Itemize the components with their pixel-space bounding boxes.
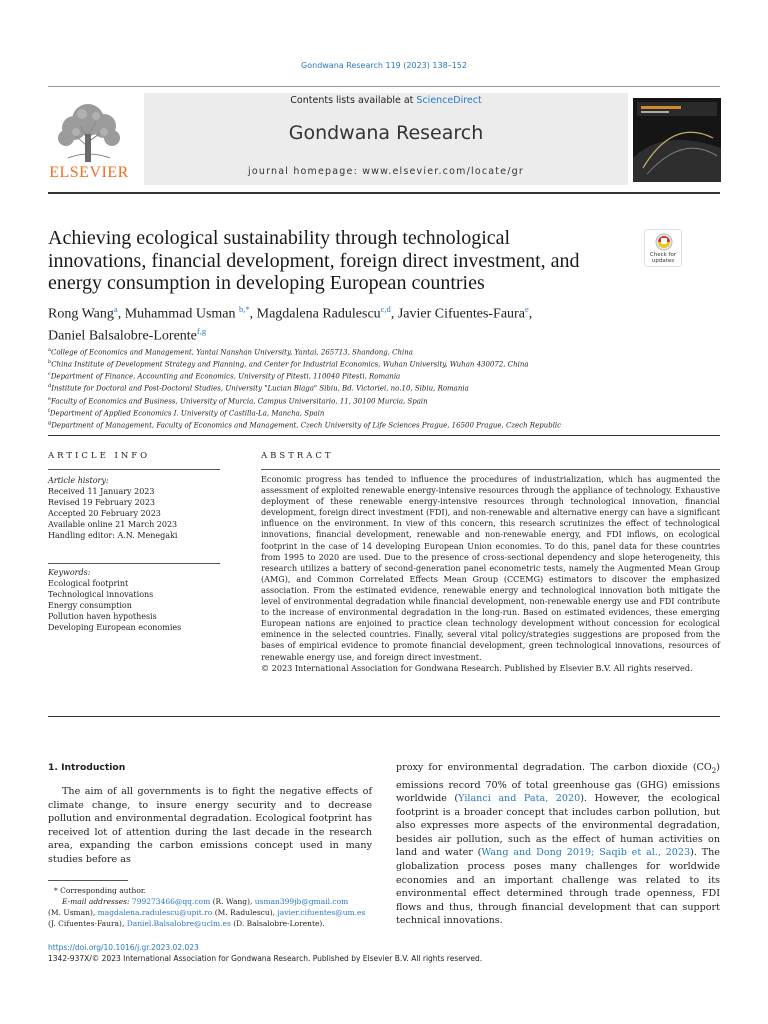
- email-link[interactable]: magdalena.radulescu@upit.ro: [97, 908, 213, 917]
- divider: [48, 469, 220, 470]
- abstract-heading: ABSTRACT: [261, 451, 334, 461]
- abstract-copyright: © 2023 International Association for Gondwana Research. Published by Elsevier B.V. All rights reserved.: [261, 662, 693, 673]
- email-link[interactable]: usman399jb@gmail.com: [254, 897, 349, 906]
- author-name[interactable]: Daniel Balsalobre-Lorente: [48, 328, 197, 344]
- intro-text: ) emissions record 70% of total greenhouse gas (GHG) emissions worldwide (: [396, 762, 720, 805]
- affiliation: [48, 358, 728, 370]
- affiliation: [48, 382, 728, 394]
- affiliation-sup: e: [48, 395, 51, 402]
- keyword: Developing European economies: [48, 623, 182, 632]
- email-owner: (J. Cifuentes-Faura),: [48, 919, 125, 928]
- history-item: Revised 19 February 2023: [48, 498, 156, 507]
- author-sup[interactable]: a: [113, 304, 118, 314]
- history-item: Handling editor: A.N. Menegaki: [48, 531, 178, 540]
- email-link[interactable]: Daniel.Balsalobre@uclm.es: [126, 919, 231, 928]
- issn-copyright: 1342-937X/© 2023 International Association for Gondwana Research. Published by Elsevier B.V. All rights reserved.: [48, 954, 483, 963]
- journal-reference[interactable]: Gondwana Research 119 (2023) 138–152: [301, 61, 467, 70]
- divider: [48, 192, 720, 194]
- author-name[interactable]: Muhammad Usman: [124, 306, 236, 322]
- intro-paragraph-left: The aim of all governments is to fight the negative effects of climate change, to insure energy security and to decrease pollution and environmental degradation. Ecological footprint has received lot of attention during the last decade in the research area, expanding the carbon emissions concept used in many studies before as: [48, 786, 372, 865]
- abstract-text: Economic progress has tended to influence the procedures of industrialization, which has augmented the assessment of exploited renewable energy-intensive resources through the appliance of technology. Exhaustive deployment of these renewable energy-intensive resources through technological innovation, financial development, foreign direct investment (FDI), and non-renewable and alternative energy can have a significant influence on the environment. In view of this concern, this research scrutinizes the effect of technological innovations, financial development, renewable and non-renewable energy, and FDI inflows, on ecological footprint in the case of 14 developing European Union economies. To do this, panel data for these countries from 1995 to 2020 are used. Due to the presence of cross-sectional dependency and slope heterogeneity, this research utilizes a battery of second-generation panel econometric tests, namely the Augmented Mean Group (AMG), and Common Correlated Effects Mean Group (CCEMG) estimators to discover the emphasized association. From the estimated evidence, renewable energy and technological innovation both mitigate the level of environmental degradation while financial development, non-renewable energy use and FDI contribute to the increase of environmental degradation in the long-run. Based on estimated evidences, these emerging European nations are enjoined to practice clean technology development without concession for ecological eminence in the selected countries. Finally, several vital policy/strategies suggestions are proposed from the bases of empirical evidence to promote financial development, green technological innovations, resources of renewable energy use, and foreign direct investment.: [261, 474, 720, 662]
- email-owner: (R. Wang),: [212, 897, 253, 906]
- keyword: Pollution haven hypothesis: [48, 612, 157, 621]
- history-item: Accepted 20 February 2023: [48, 509, 161, 518]
- affiliation-text: Department of Management, Faculty of Economics and Management, Czech University of Life Sciences Prague, 16500 Prague, Czech Republic: [51, 421, 562, 430]
- email-owner: (D. Balsalobre-Lorente).: [233, 919, 325, 928]
- divider: [48, 435, 720, 436]
- affiliation-sup: d: [48, 383, 52, 390]
- keywords-label: Keywords:: [48, 568, 91, 577]
- journal-homepage[interactable]: journal homepage: www.elsevier.com/locate/gr: [248, 166, 524, 177]
- keyword: Ecological footprint: [48, 579, 129, 588]
- author-sup[interactable]: b,*: [239, 304, 250, 314]
- divider: [48, 716, 720, 717]
- elsevier-wordmark: ELSEVIER: [49, 164, 129, 181]
- affiliation-text: Institute for Doctoral and Post-Doctoral Studies, University "Lucian Blaga" Sibiu, Bd. Victoriei, no.10, Sibiu, Romania: [51, 384, 469, 393]
- keyword: Technological innovations: [48, 590, 154, 599]
- abstract-body: [261, 474, 720, 674]
- affiliation: [48, 370, 728, 382]
- affiliation-text: China Institute of Development Strategy and Planning, and Center for Industrial Economics, Wuhan University, Wuhan 430072, China: [51, 360, 529, 369]
- email-link[interactable]: 799273466@qq.com: [131, 897, 211, 906]
- history-label: Article history:: [48, 476, 109, 485]
- email-owner: (M. Usman),: [48, 908, 96, 917]
- history-item: Received 11 January 2023: [48, 487, 155, 496]
- citation-link[interactable]: Wang and Dong 2019; Saqib et al., 2023: [481, 847, 691, 859]
- email-link[interactable]: javier.cifuentes@um.es: [277, 908, 366, 917]
- email-owner: (M. Radulescu),: [214, 908, 276, 917]
- author-name[interactable]: Magdalena Radulescu: [256, 306, 381, 322]
- affiliations: [48, 346, 728, 431]
- intro-subscript: 2: [711, 766, 717, 775]
- email-label: E-mail addresses:: [62, 897, 130, 906]
- affiliation-sup: a: [48, 347, 51, 353]
- intro-text: proxy for environmental degradation. The carbon dioxide (CO: [396, 762, 712, 773]
- author-list: Rong Wang$^a$, Muhammad Usman $^{b,*}$, Magdalena Radulescu$^{c,d}$, Javier Cifuentes-Faura$^e$, Daniel Balsalobre-Lorente$^{f,g}$: [48, 304, 533, 344]
- affiliation-text: Department of Finance, Accounting and Economics, University of Pitesti, 110040 Pitesti, Romania: [50, 372, 401, 381]
- sciencedirect-link[interactable]: ScienceDirect: [416, 95, 482, 106]
- author-sup[interactable]: f,g: [196, 325, 207, 336]
- journal-cover-image: [633, 98, 721, 182]
- check-updates-icon: [645, 230, 683, 254]
- affiliation-text: Faculty of Economics and Business, University of Murcia, Campus Universitario, 11, 30100 Murcia, Spain: [50, 396, 428, 405]
- divider: [48, 563, 220, 564]
- intro-text: ). However, the ecological footprint is a broader concept that includes carbon pollution, but also expresses more aspects of the environmental degradation, besides air pollution, such as the effect of human activities on land and water (: [396, 793, 720, 859]
- intro-text: ). The globalization process poses many challenges for worldwide economies and an important challenge was related to its environmental effect determined through trade openness, FDI flows and thus, through financial development that can support technical innovations.: [396, 847, 720, 927]
- divider: [261, 469, 720, 470]
- intro-paragraph-right: [396, 761, 720, 928]
- corresponding-author: * Corresponding author.: [54, 886, 147, 895]
- article-history: [48, 475, 228, 541]
- contents-line: [144, 95, 628, 106]
- author-name[interactable]: Javier Cifuentes-Faura: [397, 306, 525, 322]
- affiliation-sup: c: [48, 371, 51, 378]
- article-info-heading: ARTICLE INFO: [48, 451, 151, 461]
- affiliation: [48, 407, 728, 419]
- divider: [48, 86, 720, 87]
- section-heading: 1. Introduction: [48, 762, 126, 773]
- doi-link[interactable]: https://doi.org/10.1016/j.gr.2023.02.023: [48, 943, 199, 952]
- affiliation-text: College of Economics and Management, Yantai Nanshan University, Yantai, 265713, Shandong, China: [50, 348, 413, 357]
- author-sup[interactable]: c,d: [380, 304, 391, 314]
- contents-prefix: Contents lists available at: [290, 95, 417, 106]
- affiliation: [48, 419, 728, 431]
- author-sup[interactable]: e: [524, 304, 529, 314]
- affiliation: [48, 346, 728, 358]
- history-item: Available online 21 March 2023: [48, 520, 178, 529]
- footnote: [48, 885, 372, 929]
- keywords: [48, 567, 248, 633]
- article-title: Achieving ecological sustainability through technological innovations, financial development, foreign direct investment, and energy consumption in developing European countries: [48, 227, 580, 294]
- check-updates-label: Check for updates: [649, 252, 677, 264]
- affiliation-sup: f: [48, 407, 50, 414]
- keyword: Energy consumption: [48, 601, 132, 610]
- journal-title: Gondwana Research: [288, 122, 484, 144]
- affiliation-text: Department of Applied Economics I. University of Castilla-La, Mancha, Spain: [49, 408, 325, 417]
- affiliation-sup: b: [48, 359, 52, 366]
- citation-link[interactable]: Yilanci and Pata, 2020: [458, 793, 581, 805]
- affiliation-sup: g: [48, 419, 52, 426]
- author-name[interactable]: Rong Wang: [48, 306, 114, 322]
- affiliation: [48, 395, 728, 407]
- divider: [48, 880, 128, 881]
